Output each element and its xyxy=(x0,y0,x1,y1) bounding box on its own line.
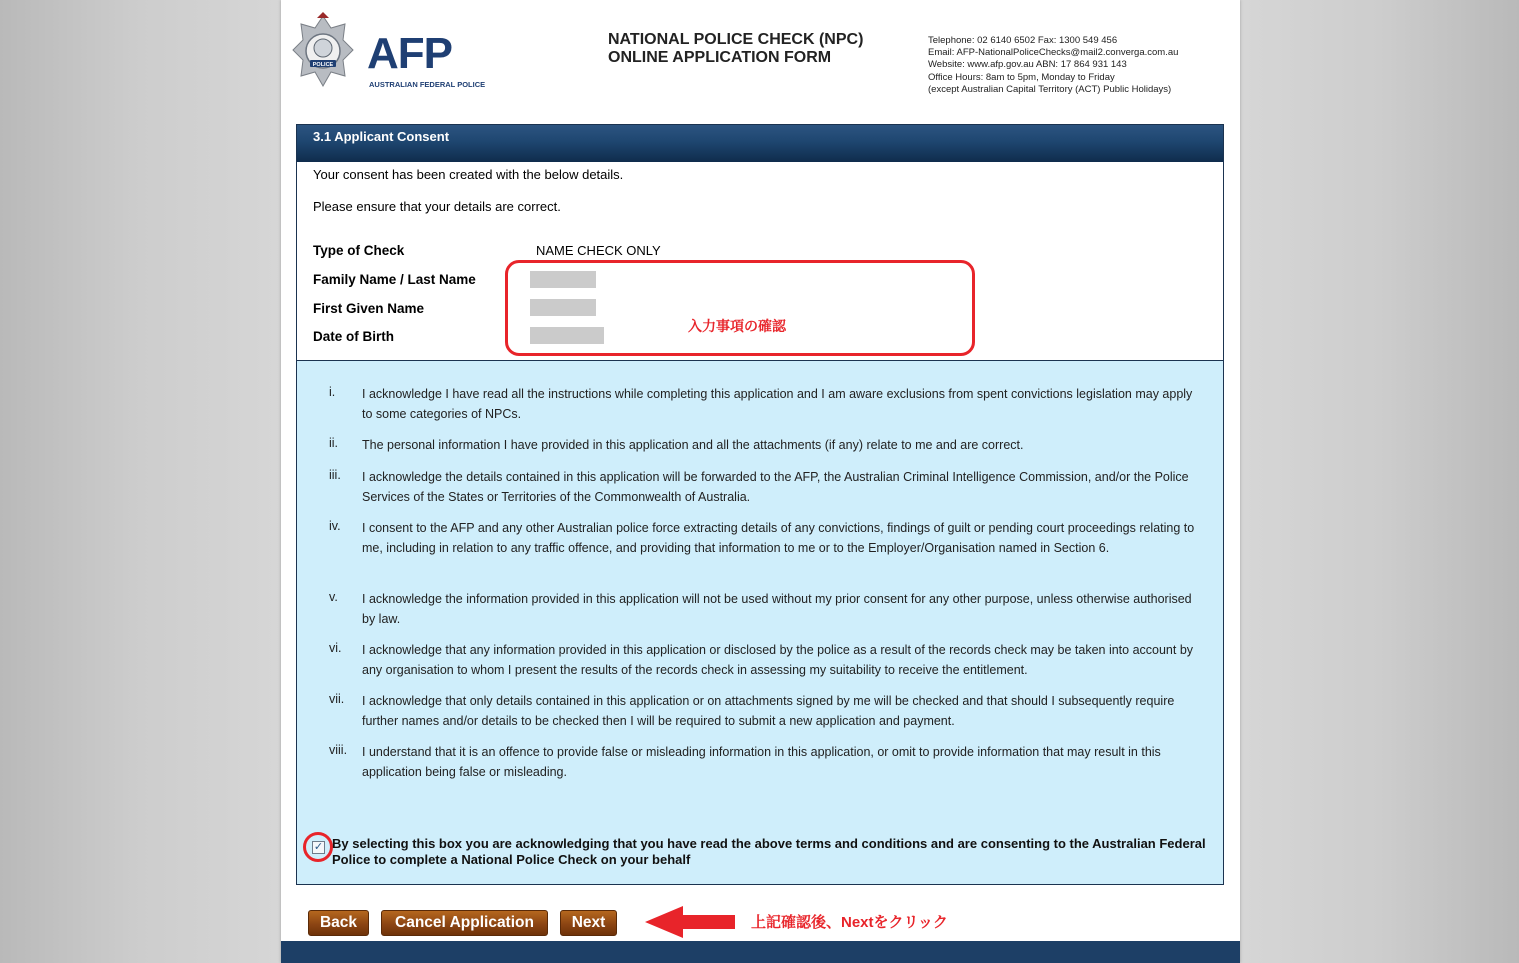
term-number: v. xyxy=(329,590,338,604)
applicant-consent-section xyxy=(296,124,1224,885)
term-text: I acknowledge I have read all the instructions while completing this application and I am aware exclusions from spent convictions legislation may apply to some categories of NPCs. xyxy=(362,387,1193,421)
contact-hours: Office Hours: 8am to 5pm, Monday to Friday xyxy=(928,71,1115,83)
left-arrow-icon xyxy=(645,906,735,938)
first-given-name-label: First Given Name xyxy=(313,301,425,316)
click-next-instruction: 上記確認後、Nextをクリック xyxy=(751,914,948,931)
term-number: iii. xyxy=(329,468,341,482)
contact-info xyxy=(928,35,1178,96)
term-text: I consent to the AFP and any other Australian police force extracting details of any convictions, findings of guilt or pending court proceedings relating to me, including in relation to any traffic offence, and providing that information to me or to the Employer/Organisation named in Section 6. xyxy=(362,521,1195,555)
consent-checkbox-highlight[interactable] xyxy=(303,832,333,862)
form-title-line2: ONLINE APPLICATION FORM xyxy=(608,49,832,66)
form-title xyxy=(608,31,863,67)
back-button[interactable]: Back xyxy=(308,910,369,936)
intro-text-2: Please ensure that your details are correct. xyxy=(313,199,561,214)
contact-email: Email: AFP-NationalPoliceChecks@mail2.converga.com.au xyxy=(928,47,1179,59)
next-button[interactable]: Next xyxy=(560,910,617,936)
term-number: viii. xyxy=(329,743,348,757)
afp-logo xyxy=(291,12,486,94)
form-title-line1: NATIONAL POLICE CHECK (NPC) xyxy=(608,31,864,48)
footer-bar xyxy=(281,941,1240,963)
logo-text: AFP xyxy=(367,29,452,78)
page xyxy=(281,0,1240,963)
date-of-birth-label: Date of Birth xyxy=(313,329,394,344)
type-of-check-label: Type of Check xyxy=(313,243,405,258)
term-number: vii. xyxy=(329,692,345,706)
applicant-details xyxy=(297,162,1223,361)
section-title: 3.1 Applicant Consent xyxy=(297,125,1223,162)
contact-phone: Telephone: 02 6140 6502 Fax: 1300 549 456 xyxy=(928,35,1118,46)
term-text: I acknowledge the details contained in this application will be forwarded to the AFP, the Australian Criminal Intelligence Commission, and/or the Police Services of the States or Territories of the Commonwealth of Australia. xyxy=(362,470,1189,504)
consent-label: By selecting this box you are acknowledging that you have read the above terms and conditions and are consenting to the Australian Federal Police to complete a National Police Check on your behalf xyxy=(332,836,1206,867)
intro-text-1: Your consent has been created with the below details. xyxy=(313,167,624,182)
consent-checkbox[interactable]: ✓ xyxy=(313,841,324,853)
contact-holidays: (except Australian Capital Territory (ACT) Public Holidays) xyxy=(928,83,1172,95)
type-of-check-value: NAME CHECK ONLY xyxy=(536,243,661,258)
police-badge-icon xyxy=(291,12,355,90)
terms-list xyxy=(297,361,1223,884)
term-number: i. xyxy=(329,385,336,399)
term-number: ii. xyxy=(329,436,339,450)
family-name-label: Family Name / Last Name xyxy=(313,272,476,287)
term-text: I understand that it is an offence to provide false or misleading information in this application, or omit to provide information that may result in this application being false or misleading. xyxy=(362,745,1161,779)
term-text: The personal information I have provided in this application and all the attachments (if any) relate to me and are correct. xyxy=(362,438,1024,452)
term-number: iv. xyxy=(329,519,341,533)
cancel-application-button[interactable]: Cancel Application xyxy=(381,910,548,936)
confirm-annotation-box xyxy=(505,260,975,356)
confirm-annotation-text: 入力事項の確認 xyxy=(688,318,786,334)
term-text: I acknowledge that any information provided in this application or disclosed by the police as a result of the records check may be taken into account by any organisation to whom I present the results of the records check in assessing my suitability to receive the entitlement. xyxy=(362,643,1194,677)
term-number: vi. xyxy=(329,641,342,655)
logo-subtitle: AUSTRALIAN FEDERAL POLICE xyxy=(369,80,486,89)
term-text: I acknowledge that only details contained in this application or on attachments signed by me will be checked and that should I subsequently require further names and/or details to be checked then I will be required to submit a new application and payment. xyxy=(362,694,1175,728)
consent-row xyxy=(297,832,1225,872)
badge-text: POLICE xyxy=(312,62,334,68)
contact-website: Website: www.afp.gov.au ABN: 17 864 931 143 xyxy=(928,59,1127,71)
term-text: I acknowledge the information provided in this application will not be used without my prior consent for any other purpose, unless otherwise authorised by law. xyxy=(362,592,1192,626)
